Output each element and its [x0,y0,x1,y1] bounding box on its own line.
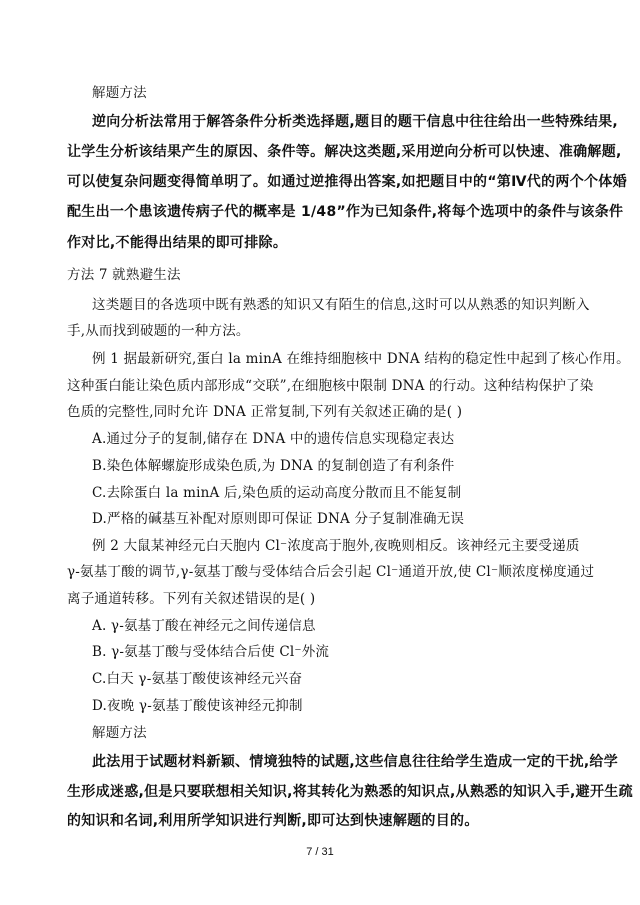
bold-paragraph-line: 此法用于试题材料新颖、情境独特的试题,这些信息往往给学生造成一定的干扰,给学 [92,754,619,770]
option-d: D.夜晚 γ-氨基丁酸使该神经元抑制 [92,698,303,714]
example-2-stem: 离子通道转移。下列有关叙述错误的是( ) [67,591,316,607]
section-heading-solution-method: 解题方法 [92,725,147,741]
bold-paragraph-line: 逆向分析法常用于解答条件分析类选择题,题目的题干信息中往往给出一些特殊结果, [92,114,619,130]
example-1-stem: 这种蛋白能让染色质内部形成“交联”,在细胞核中限制 DNA 的行动。这种结构保护了染 [67,378,594,394]
example-2-stem: γ-氨基丁酸的调节,γ-氨基丁酸与受体结合后会引起 Cl⁻通道开放,使 Cl⁻顺浓度梯度通过 [67,564,595,580]
option-a: A. γ-氨基丁酸在神经元之间传递信息 [92,618,316,634]
option-c: C.去除蛋白 la minA 后,染色质的运动高度分散而且不能复制 [92,485,462,501]
example-1-stem: 色质的完整性,同时允许 DNA 正常复制,下列有关叙述正确的是( ) [67,404,463,420]
example-1-stem: 例 1 据最新研究,蛋白 la minA 在维持细胞核中 DNA 结构的稳定性中起到了核心作用。 [92,351,630,367]
example-2-stem: 例 2 大鼠某神经元白天胞内 Cl⁻浓度高于胞外,夜晚则相反。该神经元主要受递质 [92,538,580,554]
option-c: C.白天 γ-氨基丁酸使该神经元兴奋 [92,671,303,687]
bold-paragraph-line: 可以使复杂问题变得简单明了。如通过逆推得出答案,如把题目中的“第Ⅳ代的两个个体婚 [67,174,627,190]
bold-paragraph-line: 作对比,不能得出结果的即可排除。 [67,235,288,251]
option-b: B.染色体解螺旋形成染色质,为 DNA 的复制创造了有利条件 [92,458,455,474]
paragraph-line: 手,从而找到破题的一种方法。 [67,323,250,339]
option-b: B. γ-氨基丁酸与受体结合后使 Cl⁻外流 [92,644,330,660]
paragraph-line: 这类题目的各选项中既有熟悉的知识又有陌生的信息,这时可以从熟悉的知识判断入 [92,297,590,313]
option-d: D.严格的碱基互补配对原则即可保证 DNA 分子复制准确无误 [92,511,465,527]
bold-paragraph-line: 生形成迷惑,但是只要联想相关知识,将其转化为熟悉的知识点,从熟悉的知识入手,避开生疏 [67,784,633,800]
page-number: 7 / 31 [306,846,334,858]
method-7-heading: 方法 7 就熟避生法 [67,267,181,283]
option-a: A.通过分子的复制,储存在 DNA 中的遗传信息实现稳定表达 [92,431,455,447]
bold-paragraph-line: 的知识和名词,利用所学知识进行判断,即可达到快速解题的目的。 [67,813,479,829]
bold-paragraph-line: 配生出一个患该遗传病子代的概率是 1/48”作为已知条件,将每个选项中的条件与该条件 [67,204,624,220]
section-heading-solution-method: 解题方法 [92,85,147,101]
bold-paragraph-line: 让学生分析该结果产生的原因、条件等。解决这类题,采用逆向分析可以快速、准确解题, [67,144,622,160]
